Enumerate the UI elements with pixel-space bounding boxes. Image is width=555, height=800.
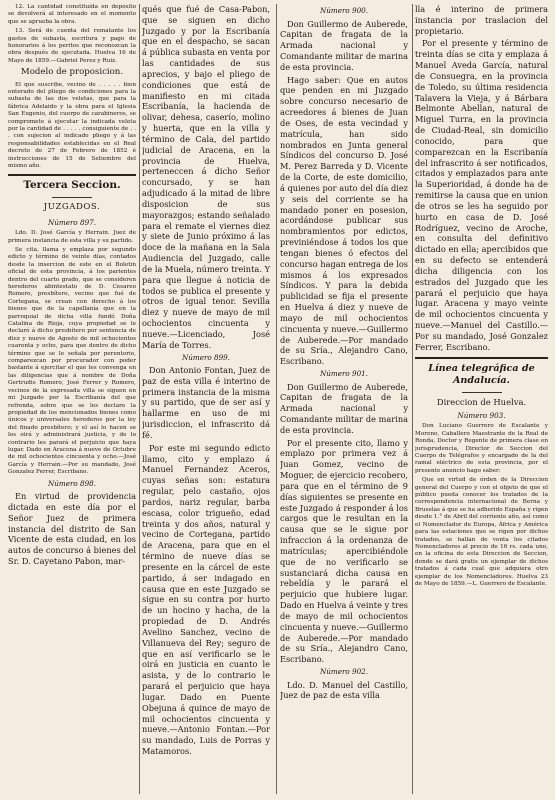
- notice-heading: Don Guillermo de Auberede, Capitan de fragata de la Armada nacional y Comandante militar de marina de esta provincia.: [280, 381, 408, 435]
- notice-number: Número 899.: [181, 352, 231, 362]
- notice-number: Número 903.: [457, 410, 506, 420]
- notice-number: Número 901.: [319, 369, 369, 378]
- notice-number: Número 898.: [47, 478, 97, 488]
- notice-body: En virtud de providencia dictada en este día por el Señor Juez de primera instancia del distrito de San Vicente de esta ciudad, en los autos de concurso á bienes del Sr. D. Cayetano Pabon, mar-: [8, 491, 136, 567]
- column-rule: [139, 4, 140, 794]
- notice-heading: Don Antonio Fontan, Juez de paz de esta villa é interino de primera instancia de la misma y su partido, que de ser así y hallarme en uso de mi jurisdiccion, el infrascrito dá fé.: [142, 365, 270, 440]
- short-divider: [462, 392, 502, 393]
- notice-heading: Don Guillermo de Auberede, Capitan de fragata de la Armada nacional y Comandante militar de marina de esta provincia.: [280, 18, 408, 72]
- model-text: El que suscribe, vecino de . . . . . bien enterado del pliego de condiciones para la subasta de las dos veletas, que para la fábrica Adelaido y la obra para el Iglesia San Eugenio, del cuerpo de carabineros, se compromete á ejecutar la indicada veleta por la cantidad de . . . . . consiguiente de . . . con sujecion al indicado pliego y á las responsabilidades establecidas en el Real decreto de 27 de Febrero de 1852 é instrucciones de 15 de Setiembre del mismo año.: [8, 81, 136, 170]
- column-1: [8, 4, 136, 794]
- condition-12: 12. La cantidad constituida en depósito se devolverá al interesado en el momento que se aprueba la obra.: [8, 4, 136, 25]
- column-rule: [276, 4, 277, 794]
- section-title: Tercera Seccion.: [23, 179, 121, 192]
- notice-body: Que en virtud de órden de la Direccion general del Cuerpo y con el objeto de que el público pueda conocer los tratados de la correspondencia internacional de Berna y Bruselas á que se ha adherido España y rigen desde 1.° de Abril del corriente año, así como el Nomenclador de Europa, África y América para las estaciones que se rigen por dichos tratados, se hallan de venta los citados Nomencladores al precio de 16 rs. cada uno, en la oficina de esta Direccion de Seccion, donde se dará gratis un ejemplar de dichos tratados á cada cual que adquiera otro ejemplar de los Nomencladores. Huelva 23 de Mayo de 1859.—L. Guerrero de Escalante.: [415, 477, 548, 587]
- subsection-title: JUZGADOS.: [43, 202, 101, 213]
- short-divider: [52, 197, 92, 198]
- notice-body: lla é interino de primera instancia por traslacion del propietario.: [415, 4, 548, 36]
- notice-heading: Ldo. D. José García y Herrain. Juez de primera instancia de esta villa y su partido.: [8, 230, 136, 244]
- notice-number: Número 897.: [47, 217, 97, 227]
- model-title: Modelo de proposicion.: [20, 67, 124, 78]
- notice-body: qués que fué de Casa-Pabon, que se siguen en dicho Juzgado y por la Escribanía que en el despacho, se sacan á pública subasta en venta por las cantidades de sus aprecios, y bajo el pliego de condiciones que está de manifiesto en mi citada Escribanía, la hacienda de olivar, dehesa, caserío, molino y huerta, que en la villa y término de Cala, del partido judicial de Aracena, en la provincia de Huelva, perteneccen á dicho Señor concursado, y se han adjudicado á la mitad de libre disposicion de sus mayorazgos; estando señalado para el remate el viernes diez y siete de Junio próximo á las doce de la mañana en la Sala Audiencia del Juzgado, calle de la Muela, número treinta. Y para que llegue á noticia de todos se publica el presente y otros de igual tenor. Sevilla diez y nueve de mayo de mil ochocientos cincuenta y nueve.—Licenciado, José María de Torres.: [142, 4, 270, 350]
- column-rule: [412, 4, 413, 794]
- notice-body: Hago saber: Que en autos que penden en mi Juzgado sobre concurso necesario de acreedores á bienes de Juan de Oses, de esta vecindad y matrícula, han sido nombrados en Junta general Síndicos del concurso D. José M. Perez Barreda y D. Vicente de la Corte, de este domicilio, á quienes por auto del día diez y seis del corriente se ha mandado poner en posesion, acordándose publicar sus nombramientos por edictos, previniéndose á todos los que tengan bienes ó efectos del concurso hagan entrega de los mismos á los expresados Síndicos. Y para la debida publicidad se fija el presente en Huelva á diez y nueve de mayo de mil ochocientos cincuenta y nueve.—Guillermo de Auberede.—Por mandado de su Sría., Alejandro Cano, Escribano.: [280, 74, 408, 367]
- column-4: [415, 4, 548, 794]
- notice-heading: Don Luciano Guerrero de Escalante y Moreno, Caballero Maestrante de la Real de Ronda, Doctor y Regente de primera clase en jurisprudencia, Director de Seccion del Cuerpo de Telégrafos y encargado de la del ramal eléctrico de esta provincia, por el presente anuncio hago saber:: [415, 423, 548, 474]
- notice-body: Por este mi segundo edicto llamo, cito y emplazo á Manuel Fernandez Aceros, cuyas señas son: estatura regular, pelo castaño, ojos pardos, nariz regular, barba escasa, color trigueño, edad treinta y dos años, natural y vecino de Cortegana, partido de Aracena, para que en el término de nueve días se presente en la cárcel de este partido, á ser indagado en causa que en este Juzgado se sigue en su contra por hurto de un hocino y hacha, de la propiedad de D. Andrés Avelino Sanchez, vecino de Villanueva del Rey; seguro de que en así verificarlo se le oirá en justicia en cuanto le asista, y de lo contrario le parará el perjuicio que haya lugar. Dado en Puente Obejuna á quince de mayo de mil ochocientos cincuenta y nueve.—Antonio Fontan.—Por su mandado, Luis de Porras y Matamoros.: [142, 442, 270, 756]
- notice-number: Número 900.: [319, 6, 369, 15]
- notice-body: Por el presente y término de treinta días se cita y emplaza á Manuel Aveda García, natural de Consuegra, en la provincia de Toledo, su última residencia Talavera la Vieja, y á Bárbara Belmonte Abellan, natural de Miguel Turra, en la provincia de Ciudad-Real, sin domicilio conocido, para que comparezcan en la Escribanía del infrascrito á ser notificados, citados y emplazados para ante la Superioridad, á donde ha de remitirse la causa que en union de otros se les ha seguido por hurto en casa de D. José Rodríguez, vecino de Aroche, en consulta del definitivo dictado en ella; apercibidos que en su defecto se entenderá dicha diligencia con los estrados del Juzgado que les parará el perjuicio que haya lugar. Aracena y mayo veinte de mil ochocientos cincuenta y nueve.—Manuel del Castillo.—Por su mandado, José Gonzalez Ferrer, Escribano.: [415, 38, 548, 352]
- notice-heading: Ldo. D. Manuel del Castillo, Juez de paz de esta villa: [280, 679, 408, 701]
- notice-body: Por el presente cito, llamo y emplazo por primera vez á Juan Gomez, vecino de Moguer, de ejercicio recobero, para que en el término de 9 días siguientes se presente en este Juzgado á responder á los cargos que le resultan en la causa que se le sigue por infraccion á la ordenanza de matrículas; apercibiéndole que de no verificarlo se sustanciará dicha causa en rebeldía y le parará el perjuicio que hubiere lugar. Dado en Huelva á veinte y tres de mayo de mil ochocientos cincuenta y nueve.—Guillermo de Auberede.—Por mandado de su Sría., Alejandro Cano, Escribano.: [280, 437, 408, 665]
- notice-number: Número 902.: [319, 667, 369, 677]
- section-divider: [415, 357, 548, 359]
- subsection-title: Direccion de Huelva.: [436, 396, 527, 407]
- section-divider: [8, 174, 136, 176]
- section-title: Línea telegráfica de Andalucía.: [428, 362, 535, 387]
- column-2: [142, 4, 270, 794]
- notice-body: Se cita, llama y emplaza por segundo edicto y término de veinte días, contados desde la insercion de este en el Boletin oficial de esta provincia, á los parientes dentro del cuarto grado, que se consideren herederos abintestato de D. Cesareo Romero, presbítero, vecino que fué de Cortegana, se crean con derecho á los bienes que de la capellanía que en la parroquial de dicha villa fundó Doña Catalina de Rioja, cuya propiedad se le declaró á dicho presbítero por sentencia de diez y nueve de Agosto de mil ochocientos cuarenta y ocho, para que dentro de dicho término que se le señala por perentorio, comparezcan por procurador con poder bastante á ejercitar el que les convenga en las diligencias que á nombre de Doña Gertrudis Romero, José Ferrer y Romero, vecinos de la expresada villa se siguen en mi Juzgado por la Escribanía del que refrenda, sobre que se les declare la propiedad de los mencionados bienes como únicos y universales herederos por la ley del finado presbítero; y el así lo hacen se les oirá y administrará justicia, y de lo contrario les parará el perjuicio que haya lugar. Dado en Aracena á nueve de Octubre de mil ochocientos cincuenta y ocho.—José García y Herrain.—Por su mandado, José Gonzalez Ferrer, Escribano.: [8, 246, 136, 476]
- column-3: [280, 4, 408, 794]
- condition-13: 13. Será de cuenta del rematante los gastos de subasta, escritura y pago de honorarios á los peritos que reconozcan la obra después de ejecutada. Huelva 16 de Mayo de 1859.—Gabriel Perez y Ruiz.: [8, 28, 136, 64]
